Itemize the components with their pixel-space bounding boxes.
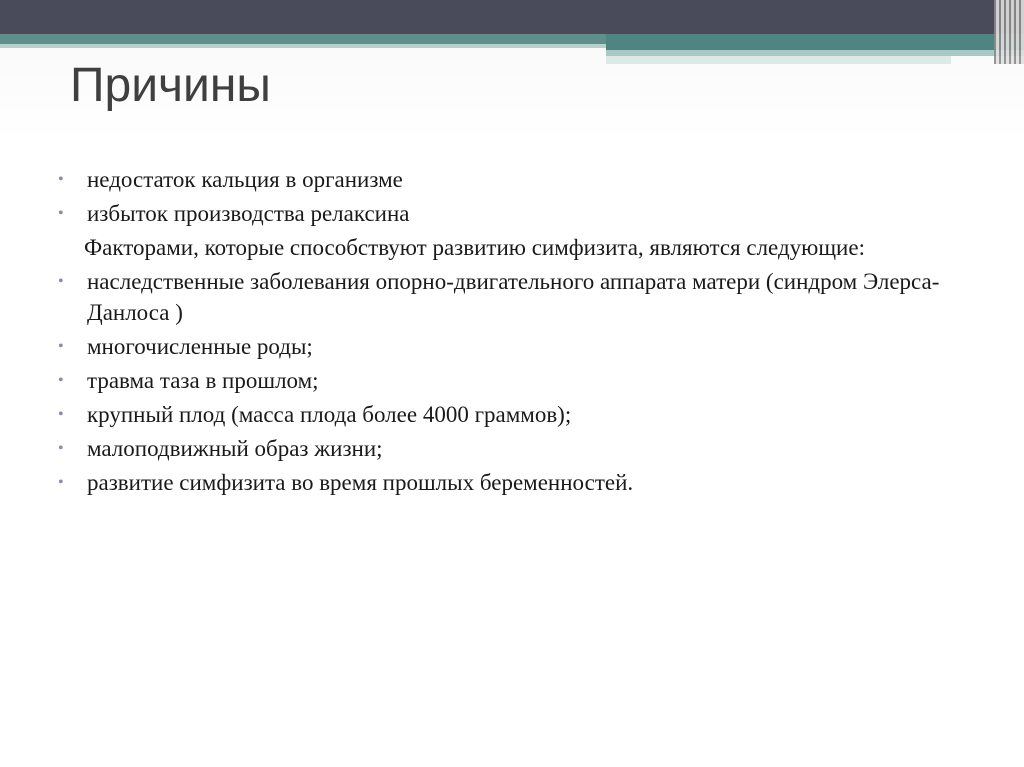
- paragraph-text: [58, 232, 958, 263]
- item-text: избыток производства релаксина: [87, 201, 410, 226]
- item-text: недостаток кальция в организме: [87, 167, 403, 192]
- item-text: многочисленные роды;: [87, 334, 313, 359]
- slide-content: [58, 164, 958, 501]
- bullet-item: [58, 365, 958, 396]
- bullet-dot-icon: •: [58, 372, 64, 389]
- bullet-item: [58, 467, 958, 498]
- item-text: наследственные заболевания опорно-двигательного аппарата матери (синдром Элерса-Данлоса ): [87, 269, 940, 325]
- bullet-item: [58, 433, 958, 464]
- bullet-dot-icon: •: [58, 406, 64, 423]
- item-text: крупный плод (масса плода более 4000 граммов);: [87, 402, 572, 427]
- item-text: малоподвижный образ жизни;: [87, 436, 383, 461]
- bullet-dot-icon: •: [58, 338, 64, 355]
- header-light-bar-left: [0, 44, 606, 48]
- bullet-item: [58, 266, 958, 328]
- bullet-item: [58, 399, 958, 430]
- header-stripes: [994, 0, 1024, 64]
- item-text: Факторами, которые способствуют развитию симфизита, являются следующие:: [84, 235, 865, 260]
- slide-title: Причины: [70, 59, 271, 112]
- bullet-dot-icon: •: [58, 474, 64, 491]
- bullet-dot-icon: •: [58, 171, 64, 188]
- bullet-dot-icon: •: [58, 440, 64, 457]
- item-text: травма таза в прошлом;: [87, 368, 319, 393]
- bullet-item: [58, 331, 958, 362]
- bullet-item: [58, 164, 958, 195]
- bullet-dot-icon: •: [58, 205, 64, 222]
- header-pale-bar: [606, 56, 951, 64]
- bullet-dot-icon: •: [58, 273, 64, 290]
- header-dark-bar: [0, 0, 1024, 34]
- header-teal-bar-right: [606, 34, 1024, 50]
- item-text: развитие симфизита во время прошлых беременностей.: [87, 470, 634, 495]
- bullet-item: [58, 198, 958, 229]
- header-teal-bar-left: [0, 34, 610, 44]
